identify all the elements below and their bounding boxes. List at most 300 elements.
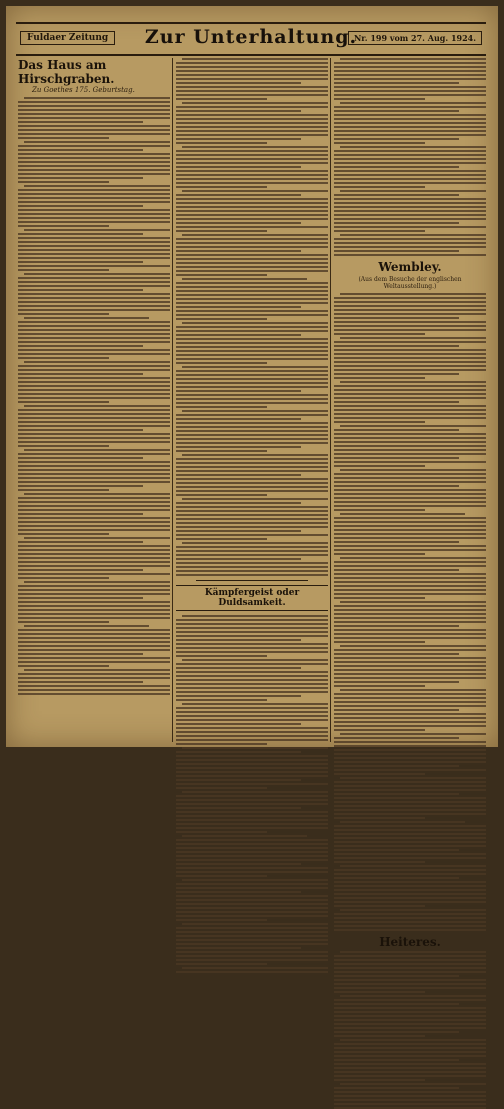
text-line — [334, 693, 486, 695]
text-line — [334, 637, 486, 639]
text-line — [334, 987, 486, 989]
text-line — [334, 1019, 486, 1021]
text-line — [18, 617, 170, 619]
text-line — [334, 761, 486, 763]
text-line — [334, 1055, 486, 1057]
text-line — [334, 963, 486, 965]
text-line — [182, 234, 328, 236]
text-line — [18, 209, 170, 211]
text-line — [18, 393, 170, 395]
text-line — [18, 629, 170, 631]
text-line — [18, 253, 170, 255]
text-line — [334, 465, 425, 467]
text-line — [176, 927, 328, 929]
issue-info: Nr. 199 vom 27. Aug. 1924. — [348, 31, 482, 45]
text-line — [340, 469, 486, 471]
text-line — [18, 233, 143, 235]
text-line — [334, 813, 486, 815]
text-line — [334, 741, 486, 743]
text-line — [176, 86, 328, 88]
text-line — [340, 865, 486, 867]
text-line — [176, 330, 328, 332]
text-line — [176, 206, 328, 208]
text-line — [176, 442, 328, 444]
text-line — [176, 314, 328, 316]
text-line — [334, 166, 459, 168]
text-line — [340, 821, 465, 823]
text-line — [176, 711, 328, 713]
text-line — [334, 1011, 486, 1013]
text-line — [176, 114, 328, 116]
text-line — [18, 445, 109, 447]
text-line — [334, 709, 459, 711]
text-line — [18, 461, 170, 463]
text-line — [334, 705, 486, 707]
text-line — [334, 170, 486, 172]
text-line — [340, 1039, 486, 1041]
text-line — [18, 101, 170, 103]
text-line — [334, 797, 486, 799]
text-line — [18, 305, 170, 307]
text-line — [176, 675, 328, 677]
text-line — [18, 521, 170, 523]
text-line — [24, 537, 170, 539]
text-line — [176, 550, 328, 552]
text-line — [176, 302, 328, 304]
text-line — [334, 713, 486, 715]
text-line — [334, 1023, 486, 1025]
text-line — [176, 138, 301, 140]
text-line — [18, 513, 143, 515]
text-line — [176, 647, 328, 649]
text-line — [334, 1051, 486, 1053]
text-line — [334, 118, 486, 120]
text-line — [334, 849, 459, 851]
text-line — [176, 903, 328, 905]
text-line — [334, 869, 486, 871]
text-line — [334, 657, 486, 659]
text-line — [176, 106, 328, 108]
text-line — [176, 687, 328, 689]
text-line — [18, 245, 170, 247]
text-line — [176, 294, 328, 296]
text-line — [340, 777, 486, 779]
text-line — [334, 633, 486, 635]
text-line — [24, 669, 170, 671]
text-line — [334, 669, 486, 671]
text-line — [18, 613, 170, 615]
text-line — [334, 801, 486, 803]
text-line — [176, 62, 328, 64]
text-line — [176, 286, 328, 288]
text-line — [334, 409, 486, 411]
text-line — [176, 110, 301, 112]
text-line — [176, 326, 328, 328]
text-line — [334, 178, 486, 180]
text-line — [176, 574, 328, 576]
text-line — [334, 665, 486, 667]
text-line — [340, 381, 486, 383]
text-line — [18, 261, 143, 263]
text-line — [18, 665, 109, 667]
text-line — [176, 174, 328, 176]
text-line — [340, 909, 486, 911]
text-line — [334, 673, 486, 675]
text-line — [176, 490, 328, 492]
text-line — [176, 739, 328, 741]
text-line — [18, 353, 170, 355]
text-line — [176, 186, 267, 188]
text-line — [176, 795, 328, 797]
text-line — [18, 313, 109, 315]
text-line — [334, 893, 486, 895]
text-line — [182, 410, 328, 412]
text-line — [176, 671, 328, 673]
text-line — [334, 453, 486, 455]
text-line — [334, 905, 425, 907]
text-line — [334, 581, 486, 583]
text-line — [176, 82, 301, 84]
text-line — [176, 486, 328, 488]
text-line — [24, 405, 170, 407]
text-line — [176, 506, 328, 508]
text-line — [334, 433, 486, 435]
text-line — [334, 701, 486, 703]
text-line — [176, 871, 328, 873]
text-line — [334, 605, 486, 607]
text-line — [24, 229, 170, 231]
text-line — [340, 951, 486, 953]
text-line — [176, 142, 267, 144]
text-line — [334, 793, 459, 795]
text-line — [334, 98, 425, 100]
text-line — [18, 381, 170, 383]
text-line — [176, 494, 267, 496]
text-line — [176, 707, 328, 709]
text-line — [18, 369, 170, 371]
text-line — [334, 317, 459, 319]
text-line — [340, 234, 486, 236]
newspaper-page — [6, 6, 498, 949]
text-line — [18, 417, 170, 419]
text-line — [176, 554, 328, 556]
text-line — [18, 589, 170, 591]
text-line — [334, 573, 486, 575]
text-line — [176, 222, 301, 224]
text-line — [18, 673, 170, 675]
text-line — [340, 557, 486, 559]
text-line — [18, 453, 170, 455]
text-line — [176, 466, 328, 468]
text-line — [176, 819, 328, 821]
text-line — [182, 747, 328, 749]
text-line — [18, 177, 143, 179]
text-line — [176, 526, 328, 528]
text-line — [334, 222, 459, 224]
text-line — [182, 454, 328, 456]
text-line — [176, 899, 328, 901]
column-rule-1 — [172, 58, 173, 742]
text-line — [18, 213, 170, 215]
text-line — [334, 597, 425, 599]
text-line — [18, 257, 170, 259]
text-line — [18, 385, 170, 387]
article-subtitle-wembley: (Aus dem Besuche der englischen Weltausstellung.) — [358, 276, 462, 290]
text-line — [334, 1007, 486, 1009]
text-line — [176, 78, 328, 80]
text-line — [18, 113, 170, 115]
column-2 — [176, 58, 328, 744]
text-line — [334, 661, 486, 663]
text-line — [18, 269, 109, 271]
text-line — [176, 619, 328, 621]
text-line — [18, 321, 170, 323]
text-line — [176, 915, 328, 917]
text-line — [340, 689, 486, 691]
text-line — [18, 153, 170, 155]
text-line — [18, 325, 170, 327]
article-body-top — [334, 58, 486, 256]
text-line — [176, 358, 328, 360]
text-line — [176, 570, 328, 572]
text-line — [334, 86, 486, 88]
text-line — [18, 169, 170, 171]
text-line — [176, 779, 301, 781]
text-line — [176, 771, 328, 773]
text-line — [18, 505, 170, 507]
text-line — [334, 589, 486, 591]
text-line — [176, 827, 328, 829]
text-line — [24, 97, 170, 99]
text-line — [18, 341, 170, 343]
text-line — [334, 369, 486, 371]
text-line — [334, 549, 486, 551]
text-line — [176, 70, 328, 72]
text-line — [18, 553, 170, 555]
article-body-continued — [176, 58, 328, 576]
text-line — [176, 895, 328, 897]
text-line — [340, 1083, 486, 1085]
text-line — [334, 577, 486, 579]
text-line — [18, 173, 170, 175]
text-line — [334, 625, 459, 627]
text-line — [18, 125, 170, 127]
text-line — [18, 541, 143, 543]
text-line — [18, 485, 143, 487]
text-line — [176, 310, 328, 312]
text-line — [176, 342, 328, 344]
text-line — [182, 791, 328, 793]
text-line — [334, 769, 486, 771]
text-line — [18, 149, 143, 151]
text-line — [176, 482, 328, 484]
text-line — [176, 875, 267, 877]
text-line — [18, 237, 170, 239]
text-line — [334, 1047, 486, 1049]
text-line — [176, 122, 328, 124]
text-line — [18, 645, 170, 647]
text-line — [18, 597, 143, 599]
text-line — [334, 541, 459, 543]
text-line — [176, 118, 328, 120]
text-line — [176, 931, 328, 933]
text-line — [334, 305, 486, 307]
text-line — [176, 735, 328, 737]
text-line — [18, 437, 170, 439]
text-line — [18, 557, 170, 559]
text-line — [18, 285, 170, 287]
text-line — [176, 474, 301, 476]
text-line — [334, 377, 425, 379]
text-line — [24, 273, 170, 275]
text-line — [18, 481, 170, 483]
text-line — [176, 783, 328, 785]
text-line — [334, 845, 486, 847]
text-line — [334, 971, 486, 973]
text-line — [334, 1059, 459, 1061]
text-line — [334, 805, 486, 807]
text-line — [18, 281, 170, 283]
text-line — [334, 509, 425, 511]
text-line — [18, 693, 170, 695]
text-line — [18, 377, 170, 379]
text-line — [334, 1043, 486, 1045]
text-line — [176, 134, 328, 136]
text-line — [176, 534, 328, 536]
text-line — [18, 637, 170, 639]
text-line — [176, 258, 328, 260]
text-line — [24, 581, 170, 583]
text-line — [334, 1087, 459, 1089]
text-line — [176, 334, 301, 336]
text-line — [334, 505, 486, 507]
text-line — [176, 170, 328, 172]
text-line — [176, 727, 328, 729]
text-line — [176, 811, 328, 813]
masthead — [16, 22, 486, 56]
text-line — [176, 883, 328, 885]
wembley-body — [334, 293, 486, 931]
text-line — [18, 117, 170, 119]
text-line — [334, 182, 486, 184]
separator — [196, 580, 308, 581]
text-line — [334, 361, 486, 363]
text-line — [334, 130, 486, 132]
text-line — [334, 983, 486, 985]
text-line — [176, 386, 328, 388]
text-line — [18, 389, 170, 391]
text-line — [334, 1071, 486, 1073]
text-line — [18, 421, 170, 423]
text-line — [176, 74, 328, 76]
text-line — [334, 74, 486, 76]
text-line — [18, 569, 143, 571]
text-line — [176, 510, 328, 512]
text-line — [334, 677, 486, 679]
text-line — [18, 133, 170, 135]
text-line — [334, 206, 486, 208]
text-line — [340, 146, 486, 148]
humor-title: Heiteres. — [379, 935, 441, 949]
text-line — [176, 238, 328, 240]
text-line — [334, 757, 486, 759]
text-line — [334, 629, 486, 631]
text-line — [334, 1035, 425, 1037]
text-line — [176, 538, 267, 540]
feature-title: Kämpfergeist oder Duldsamkeit. — [176, 585, 328, 611]
text-line — [334, 401, 459, 403]
text-line — [176, 402, 328, 404]
text-line — [18, 301, 170, 303]
text-line — [176, 318, 267, 320]
text-line — [334, 569, 459, 571]
text-line — [176, 398, 328, 400]
text-line — [334, 537, 486, 539]
text-line — [182, 659, 328, 661]
text-line — [176, 450, 267, 452]
text-line — [334, 653, 459, 655]
text-line — [176, 434, 328, 436]
text-line — [176, 867, 328, 869]
text-line — [334, 210, 486, 212]
text-line — [334, 857, 486, 859]
text-line — [18, 657, 170, 659]
text-line — [176, 731, 328, 733]
text-line — [334, 829, 486, 831]
text-line — [18, 489, 109, 491]
text-line — [18, 145, 170, 147]
text-line — [176, 546, 328, 548]
text-line — [176, 262, 328, 264]
text-line — [176, 394, 328, 396]
text-line — [334, 333, 425, 335]
text-line — [18, 441, 170, 443]
text-line — [18, 401, 109, 403]
text-line — [334, 737, 459, 739]
subline-goethe: Zu Goethes 175. Geburtstag. — [32, 86, 135, 94]
text-line — [18, 349, 170, 351]
text-line — [334, 230, 425, 232]
text-line — [176, 298, 328, 300]
text-line — [334, 214, 486, 216]
text-line — [176, 514, 328, 516]
text-line — [176, 831, 267, 833]
text-line — [18, 249, 170, 251]
text-line — [176, 162, 328, 164]
text-line — [334, 90, 486, 92]
text-line — [18, 497, 170, 499]
text-line — [176, 767, 328, 769]
text-line — [334, 717, 486, 719]
text-line — [176, 679, 328, 681]
text-line — [176, 438, 328, 440]
text-line — [176, 290, 328, 292]
text-line — [18, 277, 170, 279]
text-line — [176, 695, 301, 697]
text-line — [334, 641, 425, 643]
text-line — [334, 78, 486, 80]
paper-name: Fuldaer Zeitung — [20, 31, 115, 45]
text-line — [18, 565, 170, 567]
text-line — [340, 425, 486, 427]
text-line — [334, 301, 486, 303]
text-line — [334, 421, 425, 423]
text-line — [176, 787, 267, 789]
text-line — [18, 473, 170, 475]
text-line — [176, 426, 328, 428]
text-line — [334, 501, 486, 503]
text-line — [334, 313, 486, 315]
